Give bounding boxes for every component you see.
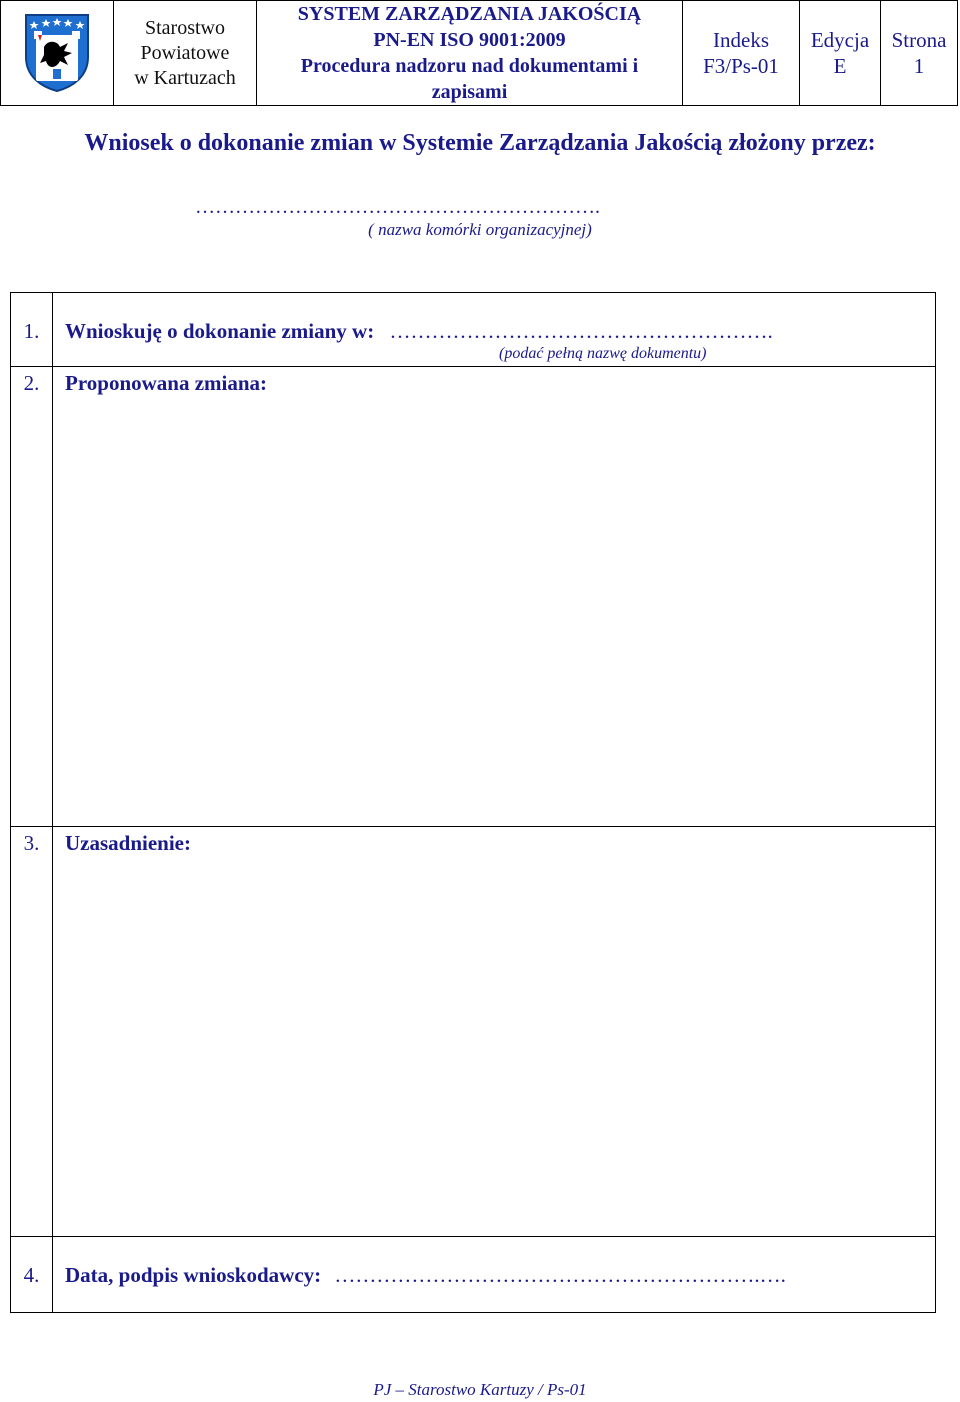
proposed-change-field[interactable] <box>53 403 935 826</box>
form-title: Wniosek o dokonanie zmian w Systemie Zarządzania Jakością złożony przez: <box>84 130 876 156</box>
organization-name: Starostwo Powiatowe w Kartuzach <box>114 1 257 106</box>
request-form-table <box>10 292 936 1313</box>
row-number: 4. <box>11 1237 53 1312</box>
page-cell: Strona 1 <box>881 1 958 106</box>
row-content <box>65 1237 935 1288</box>
row-content <box>65 367 935 396</box>
page-footer: PJ – Starostwo Kartuzy / Ps-01 <box>373 1380 587 1399</box>
unit-name-hint: ( nazwa komórki organizacyjnej) <box>368 220 592 239</box>
row-number: 2. <box>11 367 53 826</box>
unit-name-field[interactable]: ……………………………………………………. <box>195 196 600 218</box>
form-row-signature <box>11 1236 935 1312</box>
document-label: Wnioskuję o dokonanie zmiany w: <box>65 319 375 343</box>
proposed-change-label: Proponowana zmiana: <box>65 371 268 395</box>
document-name-hint: (podać pełną nazwę dokumentu) <box>499 345 707 362</box>
signature-label: Data, podpis wnioskodawcy: <box>65 1263 322 1287</box>
document-name-field[interactable]: ………………………………………………. <box>389 319 773 343</box>
form-row-document <box>11 293 935 366</box>
justification-field[interactable] <box>53 863 935 1236</box>
row-content <box>65 827 935 856</box>
justification-label: Uzasadnienie: <box>65 831 191 855</box>
system-title: SYSTEM ZARZĄDZANIA JAKOŚCIĄ PN-EN ISO 9001:2009 Procedura nadzoru nad dokumentami i zapisami <box>257 1 683 106</box>
row-number: 3. <box>11 827 53 1236</box>
row-number: 1. <box>11 293 53 366</box>
coat-of-arms-icon <box>24 13 90 93</box>
edition-cell: Edycja E <box>800 1 881 106</box>
logo-cell <box>1 1 114 106</box>
row-content <box>65 293 935 344</box>
document-header <box>0 0 958 106</box>
form-row-proposed-change <box>11 366 935 826</box>
signature-field[interactable]: …………………………………………………….…. <box>334 1263 786 1287</box>
index-cell: Indeks F3/Ps-01 <box>683 1 800 106</box>
form-row-justification <box>11 826 935 1236</box>
